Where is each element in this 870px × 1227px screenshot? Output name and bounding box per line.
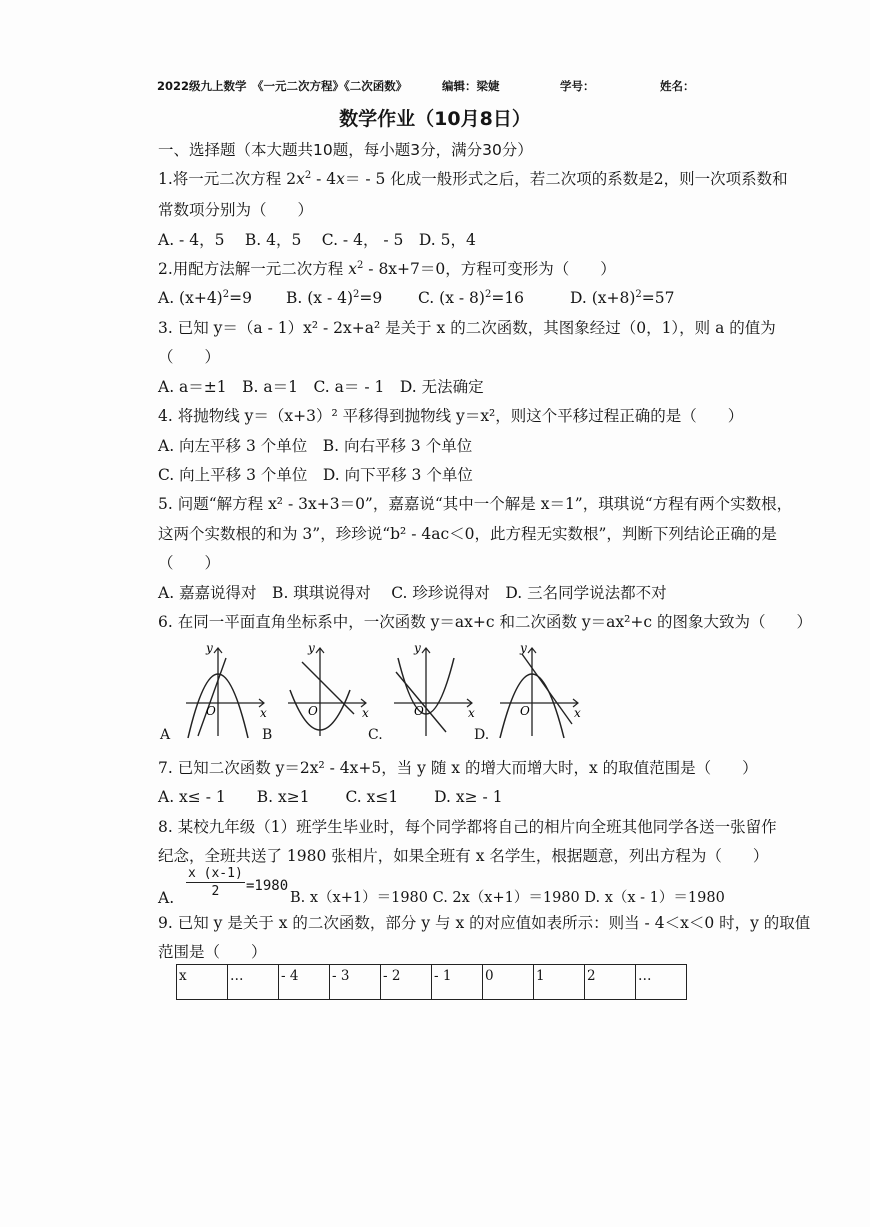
table-row (177, 965, 687, 1000)
question-3-paren: （ ） (158, 348, 221, 366)
graph-a-x-label: x (260, 706, 267, 720)
question-8-option-a-fraction (186, 866, 245, 899)
q2-option-c-rhs: =16 (491, 289, 525, 307)
graph-d-y-label: y (520, 641, 527, 655)
q2-option-a-rhs: =9 (229, 289, 252, 307)
section-heading: 一、选择题（本大题共10题，每小题3分，满分30分） (158, 141, 533, 159)
question-8-line-1: 8. 某校九年级（1）班学生毕业时，每个同学都将自己的相片向全班其他同学各送一张留作 (158, 818, 777, 836)
q1-text-a: 1.将一元二次方程 2 (158, 170, 297, 188)
graph-d-label: D. (474, 727, 490, 743)
question-6-stem: 6. 在同一平面直角坐标系中，一次函数 y＝ax+c 和二次函数 y＝ax²+c 的图象大致为（ ） (158, 613, 812, 631)
q1-text-b: - 4 (311, 170, 337, 188)
graph-b-origin: O (308, 704, 318, 718)
table-cell: x (177, 965, 228, 1000)
graph-c-y-label: y (414, 641, 421, 655)
question-2-stem: 2.用配方法解一元二次方程 $x^2 - 8x+7=0$，方程可变形为（ ） (158, 259, 616, 278)
question-8-option-a-rhs: =1980 (246, 878, 289, 894)
question-8-option-a-label: A. (158, 889, 175, 907)
question-2-option-d: D. $(x+8)^2=57$ (570, 288, 675, 307)
graph-b (282, 640, 374, 740)
graph-a-y-label: y (206, 641, 213, 655)
header-editor: 编辑：梁婕 (442, 79, 500, 93)
question-3-options: A. a＝±1 B. a＝1 C. a＝ - 1 D. 无法确定 (158, 378, 484, 396)
table-cell: - 4 (279, 965, 330, 1000)
question-1-options: A. - 4，5 B. 4，5 C. - 4， - 5 D. 5，4 (158, 231, 476, 249)
table-cell: 2 (585, 965, 636, 1000)
graph-a-origin: O (206, 704, 216, 718)
q2-stem-a: 2.用配方法解一元二次方程 (158, 260, 344, 278)
question-5-options: A. 嘉嘉说得对 B. 琪琪说得对 C. 珍珍说得对 D. 三名同学说法都不对 (158, 584, 667, 602)
table-cell: - 2 (381, 965, 432, 1000)
question-1-line-2: 常数项分别为（ ） (158, 201, 314, 219)
q2-option-b-rhs: =9 (359, 289, 383, 307)
graph-b-y-label: y (308, 641, 315, 655)
q2-option-c: C. (x - 8) (418, 289, 485, 307)
question-4-options-cd: C. 向上平移 3 个单位 D. 向下平移 3 个单位 (158, 466, 473, 484)
table-cell: - 1 (432, 965, 483, 1000)
graph-c-origin: O (414, 704, 424, 718)
graph-d-origin: O (520, 704, 530, 718)
question-4-options-ab: A. 向左平移 3 个单位 B. 向右平移 3 个单位 (158, 437, 473, 455)
q2-option-d: D. (x+8) (570, 289, 636, 307)
fraction-numerator: x (x-1) (188, 866, 243, 881)
question-5-paren: （ ） (158, 554, 221, 572)
question-2-options: A. $(x+4)^2=9$ (158, 288, 252, 307)
table-cell: … (636, 965, 687, 1000)
graph-a-label: A (160, 727, 171, 743)
header-topics: 《一元二次方程》《二次函数》 (252, 79, 408, 93)
fraction-denominator: 2 (211, 884, 220, 899)
question-7-options: A. x≤ - 1 B. x≥1 C. x≤1 D. x≥ - 1 (158, 788, 503, 806)
graph-d-x-label: x (574, 706, 581, 720)
graph-b-label: B (262, 727, 273, 743)
question-9-line-1: 9. 已知 y 是关于 x 的二次函数，部分 y 与 x 的对应值如表所示：则当 - 4＜x＜0 时，y 的取值 (158, 914, 811, 932)
table-cell: 0 (483, 965, 534, 1000)
q2-option-a: A. (x+4) (158, 289, 223, 307)
value-table (176, 964, 687, 1000)
graph-a-line (198, 658, 226, 736)
graph-c (388, 640, 480, 740)
graph-c-x-label: x (468, 706, 475, 720)
question-8-options-rest: B. x（x+1）＝1980 C. 2x（x+1）＝1980 D. x（x - 1）＝1980 (290, 890, 725, 906)
graph-c-label: C. (368, 727, 383, 743)
question-5-line-2: 这两个实数根的和为 3”，珍珍说“b² - 4ac＜0，此方程无实数根”，判断下列结论正确的是 (158, 525, 777, 543)
header-grade-subject: 2022级九上数学 (157, 79, 247, 93)
table-cell: … (228, 965, 279, 1000)
question-9-line-2: 范围是（ ） (158, 943, 267, 961)
table-cell: - 3 (330, 965, 381, 1000)
question-2-option-c: C. (x - 8)$^2$=16 (418, 288, 525, 307)
q2-stem-b: - 8x+7＝0，方程可变形为（ ） (363, 260, 616, 278)
page-title: 数学作业（10月8日） (339, 108, 531, 130)
question-2-option-b: B. (x - 4)$^2$=9 (286, 288, 383, 307)
question-1-line-1: 1.将一元二次方程 $2x^2 - 4x= - 5$ 化成一般形式之后，若二次项的系数是2，则一次项系数和 (158, 169, 788, 188)
question-7-stem: 7. 已知二次函数 y＝2x² - 4x+5，当 y 随 x 的增大而增大时，x 的取值范围是（ ） (158, 759, 758, 777)
graph-d (494, 640, 586, 740)
question-4-stem: 4. 将抛物线 y＝（x+3）² 平移得到抛物线 y＝x²，则这个平移过程正确的是（ ） (158, 407, 744, 425)
q1-text-c: ＝ - 5 化成一般形式之后，若二次项的系数是2，则一次项系数和 (344, 170, 788, 188)
q2-option-b: B. (x - 4) (286, 289, 354, 307)
table-cell: 1 (534, 965, 585, 1000)
graph-a (180, 640, 272, 740)
question-5-line-1: 5. 问题“解方程 x² - 3x+3＝0”，嘉嘉说“其中一个解是 x＝1”，琪琪说“方程有两个实数根， (158, 495, 793, 513)
header-name: 姓名： (660, 79, 695, 93)
question-8-line-2: 纪念，全班共送了 1980 张相片，如果全班有 x 名学生，根据题意，列出方程为（ ） (158, 847, 769, 865)
q2-option-d-rhs: =57 (641, 289, 675, 307)
header-student-no: 学号： (560, 79, 595, 93)
graph-b-x-label: x (362, 706, 369, 720)
question-3-stem: 3. 已知 y＝（a - 1）x² - 2x+a² 是关于 x 的二次函数，其图象经过（0，1），则 a 的值为 (158, 319, 776, 337)
